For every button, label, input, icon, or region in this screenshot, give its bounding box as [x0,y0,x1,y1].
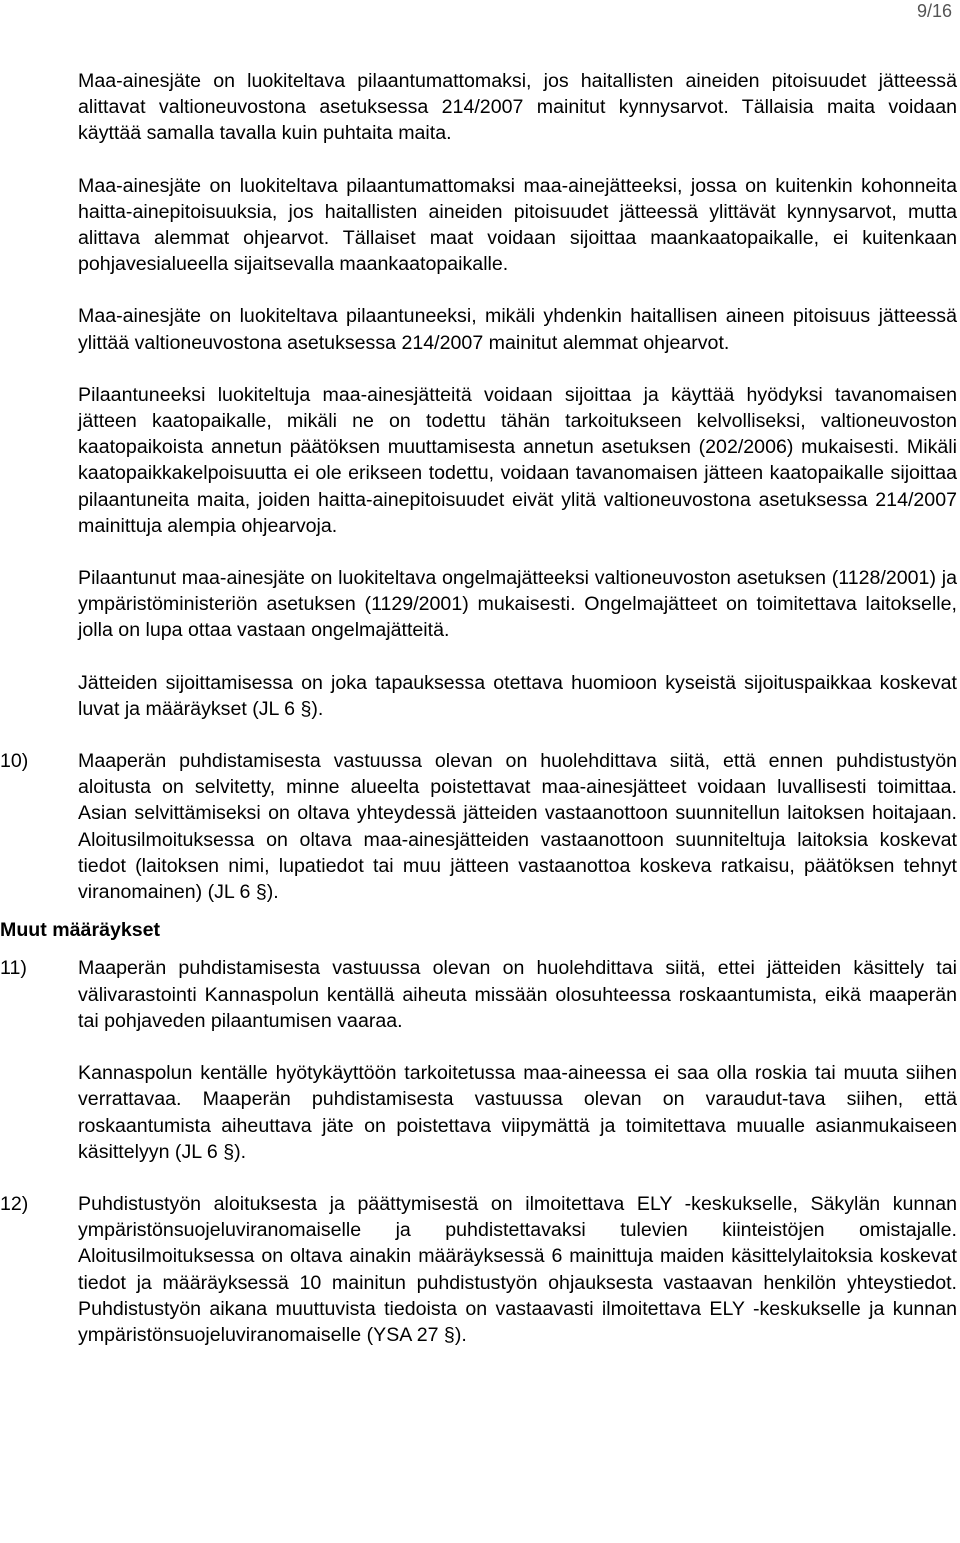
paragraph-hazardous-waste: Pilaantunut maa-ainesjäte on luokiteltava ongelmajätteeksi valtioneuvoston asetuksen (1128/2001) ja ympäristöministeriön asetuksen (1129/2001) mukaisesti. Ongelmajätteet on toimitettava laitokselle, jolla on lupa ottaa vastaan ongelmajätteitä. [78,567,957,642]
item-text: Puhdistustyön aloituksesta ja päättymisestä on ilmoitettava ELY -keskukselle, Säkylän kunnan ympäristönsuojeluviranomaiselle ja puhdistettavaksi tulevien kiinteistöjen omistajalle. Aloitusilmoituksessa on oltava ainakin määräyksessä 6 mainittuja maiden käsittelylaitoksia koskevat tiedot ja määräyksessä 10 mainitun puhdistustyön ohjauksesta vastaavan henkilön yhteystiedot. Puhdistustyön aikana muuttuvista tiedoista on vastaavasti ilmoitettava ELY -keskukselle ja kunnan ympäristönsuojeluviranomaiselle (YSA 27 §). [78,1192,957,1346]
item-text-continued: Kannaspolun kentälle hyötykäyttöön tarkoitetussa maa-aineessa ei saa olla roskia tai muuta siihen verrattavaa. Maaperän puhdistamisesta vastuussa olevan on varaudut-tava siihen, että roskaantumista aiheuttava jäte on poistettava viipymättä ja toimitettava muualle asianmukaiseen käsittelyyn (JL 6 §). [78,1062,957,1163]
paragraph-permits: Jätteiden sijoittamisessa on joka tapauksessa otettava huomioon kyseistä sijoituspaikkaa koskevat luvat ja määräykset (JL 6 §). [78,671,957,720]
paragraph-unpolluted: Maa-ainesjäte on luokiteltava pilaantumattomaksi, jos haitallisten aineiden pitoisuudet jätteessä alittavat valtioneuvostona asetuksessa 214/2007 mainitut kynnysarvot. Tällaisia maita voidaan käyttää samalla tavalla kuin puhtaita maita. [78,70,957,145]
regulation-item-12 [0,1191,957,1348]
item-number: 11) [0,957,27,980]
paragraph-landfill-use: Pilaantuneeksi luokiteltuja maa-ainesjätteitä voidaan sijoittaa ja käyttää hyödyksi tavanomaisen jätteen kaatopaikalle, mikäli ne on todettu tähän tarkoitukseen kelvolliseksi, valtioneuvoston kaatopaikoista annetun päätöksen muuttamisesta annetun asetuksen (202/2006) mukaisesti. Mikäli kaatopaikkakelpoisuutta ei ole erikseen todettu, voidaan tavanomaisen jätteen kaatopaikalle sijoittaa pilaantuneita maita, joiden haitta-ainepitoisuudet eivät ylitä valtioneuvostona asetuksessa 214/2007 mainittuja alempia ohjearvoja. [78,383,957,537]
regulation-item-10 [0,748,957,905]
paragraph-polluted: Maa-ainesjäte on luokiteltava pilaantuneeksi, mikäli yhdenkin haitallisen aineen pitoisuus jätteessä ylittää valtioneuvostona asetuksessa 214/2007 mainitut alemmat ohjearvot. [78,305,957,354]
item-number: 12) [0,1192,29,1215]
regulation-item-11 [0,955,957,1164]
page-number: 9/16 [916,1,952,21]
section-heading: Muut määräykset [0,919,161,942]
document-body [0,68,957,1348]
item-number: 10) [0,750,29,773]
item-text: Maaperän puhdistamisesta vastuussa olevan on huolehdittava siitä, ettei jätteiden käsittely tai välivarastointi Kannaspolun kentällä aiheuta missään olosuhteessa roskaantumista, eikä maaperän tai pohjaveden pilaantumisen vaaraa. [78,957,957,1032]
item-text: Maaperän puhdistamisesta vastuussa olevan on huolehdittava siitä, että ennen puhdistustyön aloitusta on selvitetty, minne alueelta poistettavat maa-ainesjätteet voidaan luvallisesti toimittaa. Asian selvittämiseksi on oltava yhteydessä jätteiden vastaanottoon suunnitellun laitoksen hoitajaan. Aloitusilmoituksessa on oltava maa-ainesjätteiden vastaanottoon suunniteltuja laitoksia koskevat tiedot (laitoksen nimi, lupatiedot tai muu jätteen vastaanottoa koskeva ratkaisu, päätöksen tehnyt viranomainen) (JL 6 §). [78,750,957,904]
paragraph-elevated-concentrations: Maa-ainesjäte on luokiteltava pilaantumattomaksi maa-ainejätteeksi, jossa on kuitenkin kohonneita haitta-ainepitoisuuksia, jos haitallisten aineiden pitoisuudet jätteessä ylittävät kynnysarvot, mutta alittava alemmat ohjearvot. Tällaiset maat voidaan sijoittaa maankaatopaikalle, ei kuitenkaan pohjavesialueella sijaitsevalla maankaatopaikalle. [78,174,957,276]
